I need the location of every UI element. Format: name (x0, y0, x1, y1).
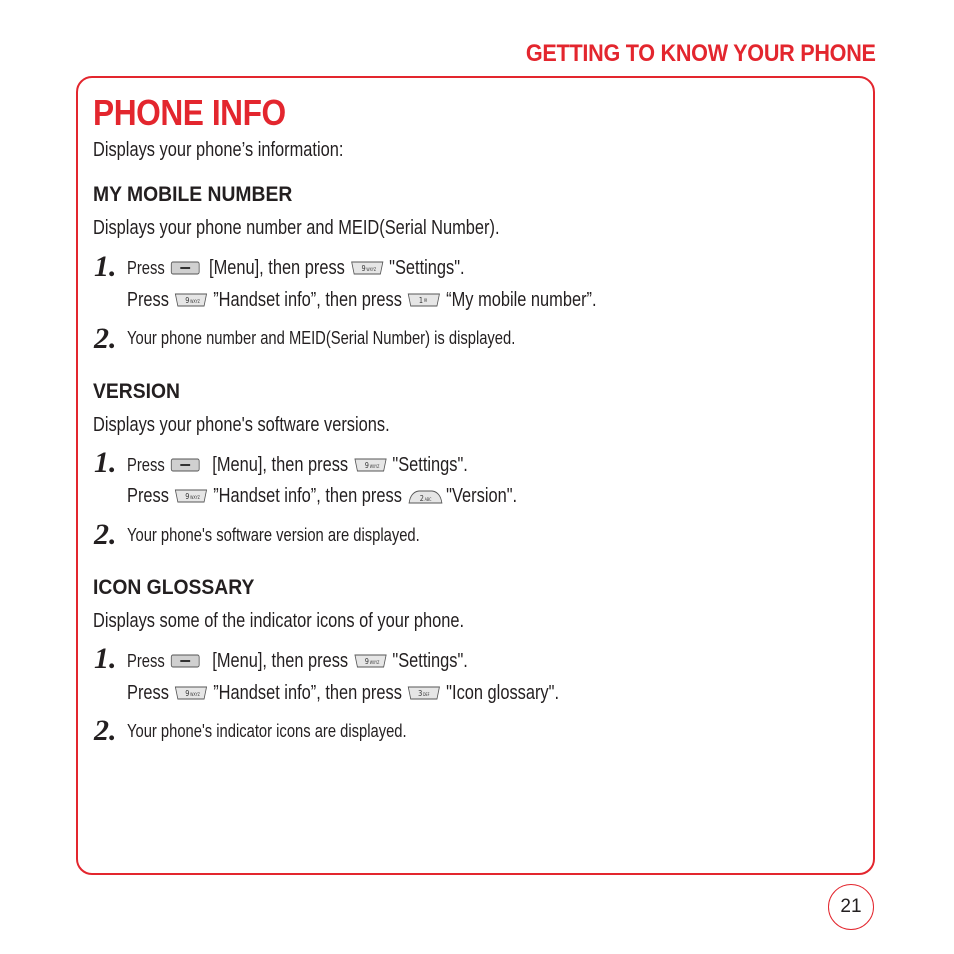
step-text: Your phone's indicator icons are displayed. (127, 721, 407, 741)
press-label: Press (127, 485, 169, 507)
step-line (127, 485, 517, 508)
step-text: "Settings". (389, 257, 465, 279)
step-text: “My mobile number”. (446, 289, 597, 311)
svg-text:WXYZ: WXYZ (190, 495, 200, 500)
nine-key-icon (175, 293, 208, 309)
step-line (127, 328, 515, 349)
nine-key-icon (175, 686, 208, 702)
step-text: "Version". (446, 485, 518, 507)
svg-text:1: 1 (419, 294, 424, 305)
step-line (127, 454, 468, 477)
svg-text:2: 2 (419, 492, 425, 503)
step-line (127, 721, 407, 742)
one-key-icon (408, 293, 441, 309)
step-number: 1. (94, 250, 117, 283)
svg-text:ABC: ABC (424, 497, 432, 502)
step-text: [Menu], then press (212, 454, 349, 476)
svg-text:WXYZ: WXYZ (366, 267, 376, 272)
svg-text:WXYZ: WXYZ (190, 692, 200, 697)
svg-text:9: 9 (185, 490, 190, 501)
menu-key-icon (170, 458, 203, 474)
section-heading-my-mobile-number: MY MOBILE NUMBER (93, 183, 293, 206)
step-number: 1. (94, 642, 117, 675)
step-text: ”Handset info”, then press (213, 289, 402, 311)
step-text: [Menu], then press (209, 257, 345, 279)
nine-key-icon (354, 654, 387, 670)
step-number: 2. (94, 714, 117, 747)
section-heading-icon-glossary: ICON GLOSSARY (93, 576, 255, 599)
menu-key-icon (170, 654, 203, 670)
step-text: "Icon glossary". (446, 682, 560, 704)
svg-text:✉: ✉ (424, 298, 428, 304)
step-line (127, 682, 559, 705)
step-text: ”Handset info”, then press (213, 485, 402, 507)
section-description: Displays your phone number and MEID(Serial Number). (93, 217, 500, 239)
press-label: Press (127, 289, 169, 311)
svg-text:DEF: DEF (423, 692, 430, 697)
two-key-icon (408, 489, 441, 505)
step-text: "Settings". (392, 454, 468, 476)
nine-key-icon (175, 489, 208, 505)
step-text: "Settings". (392, 650, 468, 672)
intro-text: Displays your phone’s information: (93, 139, 344, 161)
svg-text:WXYZ: WXYZ (369, 660, 380, 665)
section-description: Displays your phone's software versions. (93, 414, 390, 436)
section-heading-version: VERSION (93, 380, 180, 403)
page-title: PHONE INFO (93, 92, 286, 133)
page-number: 21 (828, 884, 874, 930)
step-number: 1. (94, 446, 117, 479)
press-label: Press (127, 682, 169, 704)
step-line (127, 257, 465, 280)
step-text: Your phone's software version are displayed. (127, 525, 420, 545)
step-line (127, 650, 468, 673)
three-key-icon (408, 686, 441, 702)
step-line (127, 289, 597, 312)
svg-text:9: 9 (185, 687, 190, 698)
nine-key-icon (351, 261, 384, 277)
step-line (127, 525, 420, 546)
nine-key-icon (354, 458, 387, 474)
press-label: Press (127, 258, 165, 278)
press-label: Press (127, 455, 165, 475)
svg-text:9: 9 (361, 262, 366, 273)
step-text: [Menu], then press (212, 650, 349, 672)
svg-text:WXYZ: WXYZ (190, 299, 200, 304)
svg-text:3: 3 (418, 687, 423, 698)
step-text: Your phone number and MEID(Serial Number) is displayed. (127, 328, 516, 348)
svg-text:9: 9 (364, 655, 369, 666)
svg-text:WXYZ: WXYZ (369, 464, 380, 469)
step-text: ”Handset info”, then press (213, 682, 402, 704)
svg-text:9: 9 (185, 294, 190, 305)
step-number: 2. (94, 518, 117, 551)
svg-text:9: 9 (364, 459, 369, 470)
press-label: Press (127, 651, 165, 671)
menu-key-icon (170, 261, 203, 277)
running-head: GETTING TO KNOW YOUR PHONE (526, 40, 876, 67)
step-number: 2. (94, 322, 117, 355)
section-description: Displays some of the indicator icons of your phone. (93, 610, 465, 632)
